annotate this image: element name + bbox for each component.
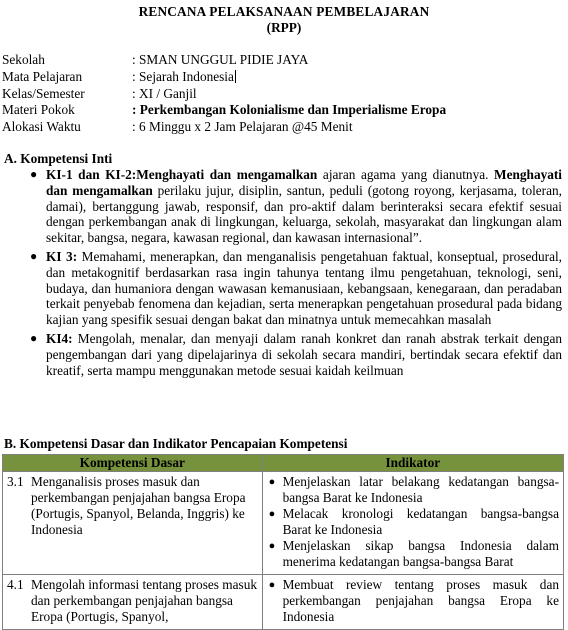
kd-text: Mengolah informasi tentang proses masuk dan perkembangan penjajahan bangsa Eropa (Portugis, Spanyol, <box>31 577 258 624</box>
list-item-ki4 <box>28 331 562 378</box>
competence-table <box>2 454 564 630</box>
table-header-row <box>3 455 564 472</box>
identity-value: : Sejarah Indonesia <box>132 68 234 84</box>
kd-text: Menganalisis proses masuk dan perkembangan penjajahan bangsa Eropa (Portugis, Spanyol, Belanda, Inggris) ke Indonesia <box>31 474 246 537</box>
indicator-item: ● Menjelaskan latar belakang kedatangan bangsa-bangsa Barat ke Indonesia <box>268 474 559 505</box>
ki12-text2: perilaku jujur, disiplin, santun, peduli (gotong royong, kerjasama, toleran, damai), bertanggung jawab, responsif, dan pro-aktif dalam berinteraksi secara efektif sesuai dengan perkembangan anak di lingkungan, keluarga, sekolah, masyarakat dan lingkungan alam sekitar, bangsa, negara, kawasan regional, dan kawasan internasional”. <box>46 182 562 246</box>
kd-number: 4.1 <box>7 577 24 592</box>
ki12-lead: KI-1 dan KI-2:Menghayati dan mengamalkan <box>46 167 318 182</box>
ki4-text: Mengolah, menalar, dan menyaji dalam ranah konkret dan ranah abstrak terkait dengan pengembangan dari yang dipelajarinya di sekolah secara mandiri, bertindak secara efektif dan kreatif, serta mampu menggunakan metode sesuai kaidah keilmuan <box>46 330 562 378</box>
indicator-item: ● Membuat review tentang proses masuk dan perkembangan penjajahan bangsa Eropa ke Indonesia <box>268 577 559 624</box>
indicator-item: ● Menjelaskan sikap bangsa Indonesia dalam menerima kedatangan bangsa-bangsa Barat <box>268 538 559 569</box>
document-subtitle: (RPP) <box>266 20 302 35</box>
document-title: RENCANA PELAKSANAAN PEMBELAJARAN <box>138 4 430 19</box>
table-row <box>3 472 564 575</box>
indicator-item: ● Melacak kronologi kedatangan bangsa-bangsa Barat ke Indonesia <box>268 506 559 537</box>
list-item-ki12 <box>28 167 562 246</box>
identity-label: Kelas/Semester <box>2 85 85 101</box>
bullet-icon: ● <box>30 330 38 345</box>
identity-label: Materi Pokok <box>2 102 75 118</box>
core-competence-list <box>28 167 562 378</box>
bullet-icon: ● <box>268 476 276 488</box>
text-cursor <box>235 70 236 83</box>
section-b-heading: B. Kompetensi Dasar dan Indikator Pencapaian Kompetensi <box>4 436 348 451</box>
bullet-icon: ● <box>268 540 276 552</box>
ki3-lead: KI 3: <box>46 248 78 264</box>
identity-value: : 6 Minggu x 2 Jam Pelajaran @45 Menit <box>132 119 353 135</box>
list-item-ki3 <box>28 249 562 328</box>
identity-value: : SMAN UNGGUL PIDIE JAYA <box>132 52 309 67</box>
ki3-text: Memahami, menerapkan, dan menganalisis pengetahuan faktual, konseptual, prosedural, dan metakognitif berdasarkan rasa ingin tahunya tentang ilmu pengetahuan, teknologi, seni, budaya, dan humaniora dengan wawasan kemanusiaan, kebangsaan, kenegaraan, dan peradaban terkait penyebab fenomena dan kejadian, serta menerapkan pengetahuan prosedural pada bidang kajian yang spesifik sesuai dengan bakat dan minatnya untuk memecahkan masalah <box>46 248 562 328</box>
identity-label: Sekolah <box>2 52 45 67</box>
indicator-cell <box>262 472 563 575</box>
kd-cell <box>3 575 263 630</box>
ki12-text1: ajaran agama yang dianutnya. <box>317 167 489 182</box>
bullet-icon: ● <box>268 579 276 591</box>
kd-cell <box>3 472 263 575</box>
identity-value-with-caret[interactable] <box>132 69 236 86</box>
identity-label: Alokasi Waktu <box>2 119 81 135</box>
bullet-icon: ● <box>268 508 276 520</box>
table-row <box>3 575 564 630</box>
kd-number: 3.1 <box>7 474 24 489</box>
identity-value: : XI / Ganjil <box>132 85 197 101</box>
column-header-indicator: Indikator <box>262 455 563 472</box>
ki4-lead: KI4: <box>46 330 73 346</box>
indicator-cell <box>262 575 563 630</box>
bullet-icon: ● <box>30 167 38 181</box>
identity-label: Mata Pelajaran <box>2 68 83 84</box>
bullet-icon: ● <box>30 248 38 263</box>
identity-value: : Perkembangan Kolonialisme dan Imperialisme Eropa <box>132 102 447 118</box>
ki12-bold2: Menghayati dan mengamalkan <box>46 167 563 198</box>
column-header-kd: Kompetensi Dasar <box>3 455 263 472</box>
section-a-heading: A. Kompetensi Inti <box>4 151 113 166</box>
